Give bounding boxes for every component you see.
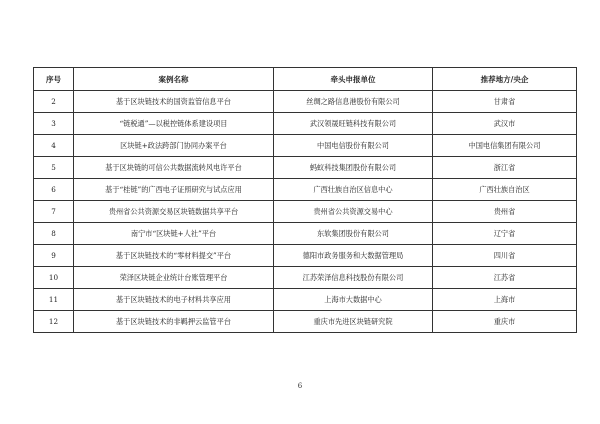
cell-case-name: 基于区块链技术的电子材料共享应用 [74, 289, 274, 311]
page-number: 6 [297, 382, 303, 390]
cell-lead-unit: 广西壮族自治区信息中心 [274, 179, 433, 201]
cell-lead-unit: 江苏荣泽信息科技股份有限公司 [274, 267, 433, 289]
cell-no: 11 [34, 289, 74, 311]
cell-lead-unit: 中国电信股份有限公司 [274, 135, 433, 157]
header-no: 序号 [34, 68, 74, 91]
cell-no: 10 [34, 267, 74, 289]
cell-region: 重庆市 [433, 311, 577, 333]
cell-case-name: 基于区块链技术的“零材料提交”平台 [74, 245, 274, 267]
header-lead-unit: 牵头申报单位 [274, 68, 433, 91]
cell-region: 中国电信集团有限公司 [433, 135, 577, 157]
cell-lead-unit: 德阳市政务服务和大数据管理局 [274, 245, 433, 267]
table-row [34, 135, 577, 157]
cell-region: 江苏省 [433, 267, 577, 289]
cell-lead-unit: 蚂蚁科技集团股份有限公司 [274, 157, 433, 179]
cell-no: 9 [34, 245, 74, 267]
cell-case-name: 区块链+政法跨部门协同办案平台 [74, 135, 274, 157]
cell-case-name: 基于区块链技术的非羁押云监管平台 [74, 311, 274, 333]
table-row [34, 289, 577, 311]
cell-lead-unit: 贵州省公共资源交易中心 [274, 201, 433, 223]
cell-region: 上海市 [433, 289, 577, 311]
cell-no: 6 [34, 179, 74, 201]
table-row [34, 157, 577, 179]
table-row [34, 201, 577, 223]
cell-case-name: 贵州省公共资源交易区块链数据共享平台 [74, 201, 274, 223]
table-header-row [34, 68, 577, 91]
table-row [34, 113, 577, 135]
table-row [34, 245, 577, 267]
cell-case-name: 基于区块链技术的国资监管信息平台 [74, 91, 274, 113]
cell-no: 3 [34, 113, 74, 135]
cell-lead-unit: 重庆市先进区块链研究院 [274, 311, 433, 333]
cell-region: 武汉市 [433, 113, 577, 135]
cell-case-name: 基于“桂链”的广西电子证照研究与试点应用 [74, 179, 274, 201]
cell-no: 7 [34, 201, 74, 223]
table-row [34, 223, 577, 245]
cell-region: 四川省 [433, 245, 577, 267]
cell-lead-unit: 丝绸之路信息港股份有限公司 [274, 91, 433, 113]
cell-case-name: 基于区块链的可信公共数据流转风电许平台 [74, 157, 274, 179]
cell-no: 2 [34, 91, 74, 113]
cell-no: 12 [34, 311, 74, 333]
table-row [34, 311, 577, 333]
cell-region: 广西壮族自治区 [433, 179, 577, 201]
cell-region: 贵州省 [433, 201, 577, 223]
header-case-name: 案例名称 [74, 68, 274, 91]
cell-lead-unit: 上海市大数据中心 [274, 289, 433, 311]
cell-case-name: 南宁市“区块链+人社”平台 [74, 223, 274, 245]
cell-lead-unit: 武汉领晟旺链科技有限公司 [274, 113, 433, 135]
cell-case-name: “链税通”—以税控链体系建设项目 [74, 113, 274, 135]
table-row [34, 91, 577, 113]
table-row [34, 267, 577, 289]
cases-table [33, 67, 577, 333]
cell-region: 浙江省 [433, 157, 577, 179]
cell-case-name: 荣泽区块链企业统计台账管理平台 [74, 267, 274, 289]
cell-region: 甘肃省 [433, 91, 577, 113]
table-row [34, 179, 577, 201]
header-recommended-region: 推荐地方/央企 [433, 68, 577, 91]
cell-lead-unit: 东软集团股份有限公司 [274, 223, 433, 245]
cell-no: 4 [34, 135, 74, 157]
cell-region: 辽宁省 [433, 223, 577, 245]
cell-no: 8 [34, 223, 74, 245]
cell-no: 5 [34, 157, 74, 179]
